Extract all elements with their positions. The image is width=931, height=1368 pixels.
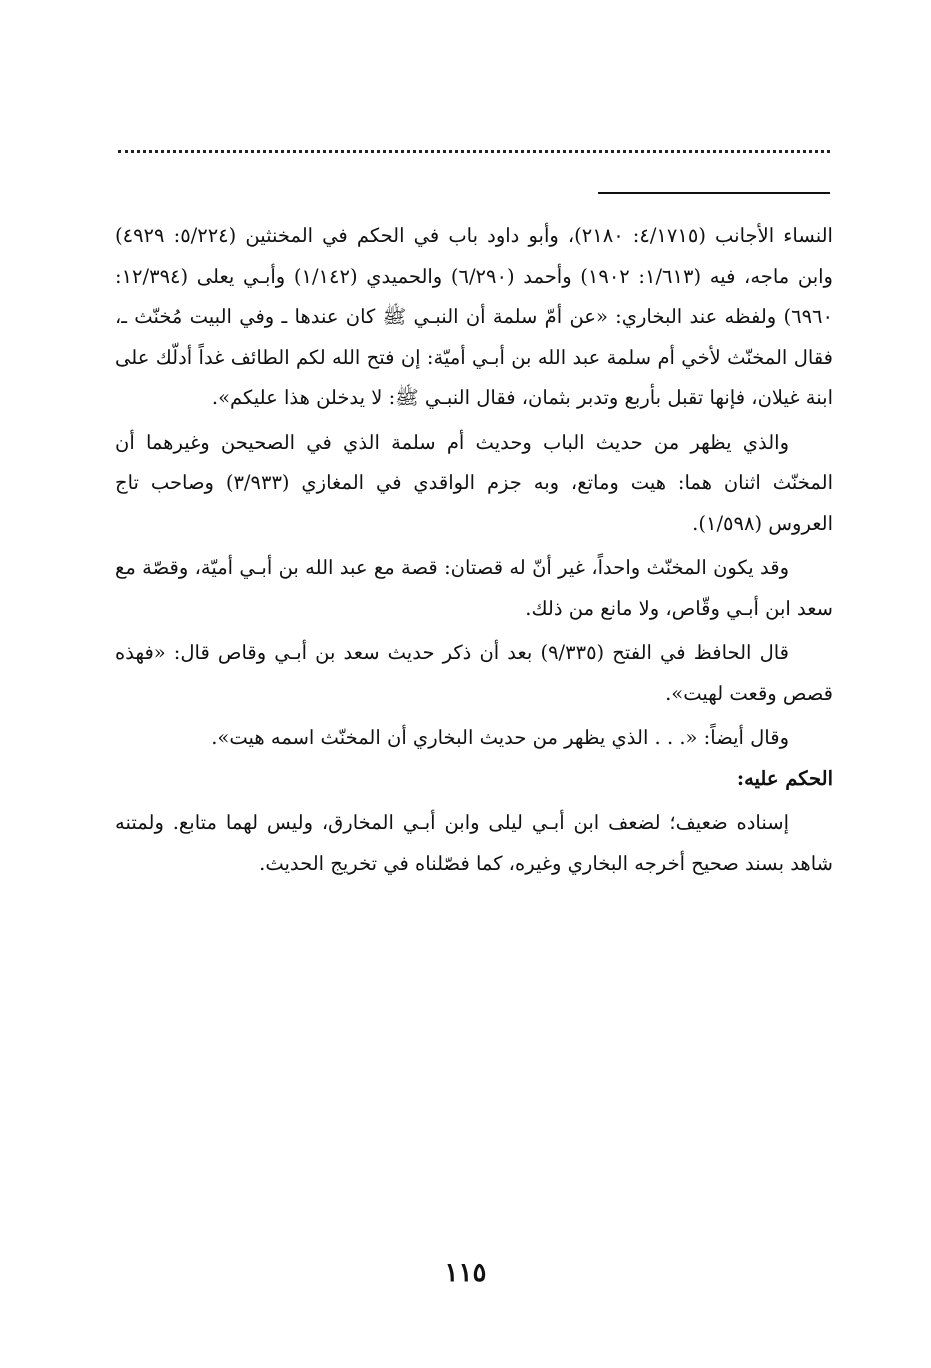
ruling-text: إسناده ضعيف؛ لضعف ابن أبـي ليلى وابن أبـي المخارق، وليس لهما متابع. ولمتنه شاهد بسند صحيح أخرجه البخاري وغيره، كما فصّلناه في تخريج الحديث. — [115, 811, 833, 875]
dotted-separator — [118, 150, 830, 153]
paragraph-hafiz-quote: قال الحافظ في الفتح (٩/٣٣٥) بعد أن ذكر حديث سعد بن أبـي وقاص قال: «فهذه قصص وقعت لهيت». — [115, 641, 833, 705]
page-number: ١١٥ — [444, 1258, 487, 1288]
paragraph-one-or-two-stories: وقد يكون المخنّث واحداً، غير أنّ له قصتان: قصة مع عبد الله بن أبـي أميّة، وقصّة مع سعد ابن أبـي وقّاص، ولا مانع من ذلك. — [115, 556, 833, 620]
paragraph-two-mukhannath: والذي يظهر من حديث الباب وحديث أم سلمة الذي في الصحيحن وغيرهما أن المخنّث اثنان هما: هيت وماتع، وبه جزم الواقدي في المغازي (٣/٩٣٣) وصاحب تاج العروس (١/٥٩٨). — [115, 430, 833, 535]
footnote-rule — [598, 192, 830, 194]
ruling-heading: الحكم عليه: — [736, 766, 833, 790]
footnote-paragraph: النساء الأجانب (٤/١٧١٥: ٢١٨٠)، وأبو داود باب في الحكم في المخنثين (٥/٢٢٤: ٤٩٢٩) وابن ماجه، فيه (١/٦١٣: ١٩٠٢) وأحمد (٦/٢٩٠) والحميدي (١/١٤٢) وأبـي يعلى (١٢/٣٩٤: ٦٩٦٠) ولفظه عند البخاري: «عن أمّ سلمة أن النبـي ﷺ كان عندها ـ وفي البيت مُخنّث ـ، فقال المخنّث لأخي أم سلمة عبد الله بن أبـي أميّة: إن فتح الله لكم الطائف غداً أدلّك على ابنة غيلان، فإنها تقبل بأربع وتدبر بثمان، فقال النبـي ﷺ: لا يدخلن هذا عليكم». — [115, 224, 833, 409]
body-text — [115, 216, 833, 884]
paragraph-also-said: وقال أيضاً: «. . . الذي يظهر من حديث البخاري أن المخنّث اسمه هيت». — [211, 726, 789, 749]
